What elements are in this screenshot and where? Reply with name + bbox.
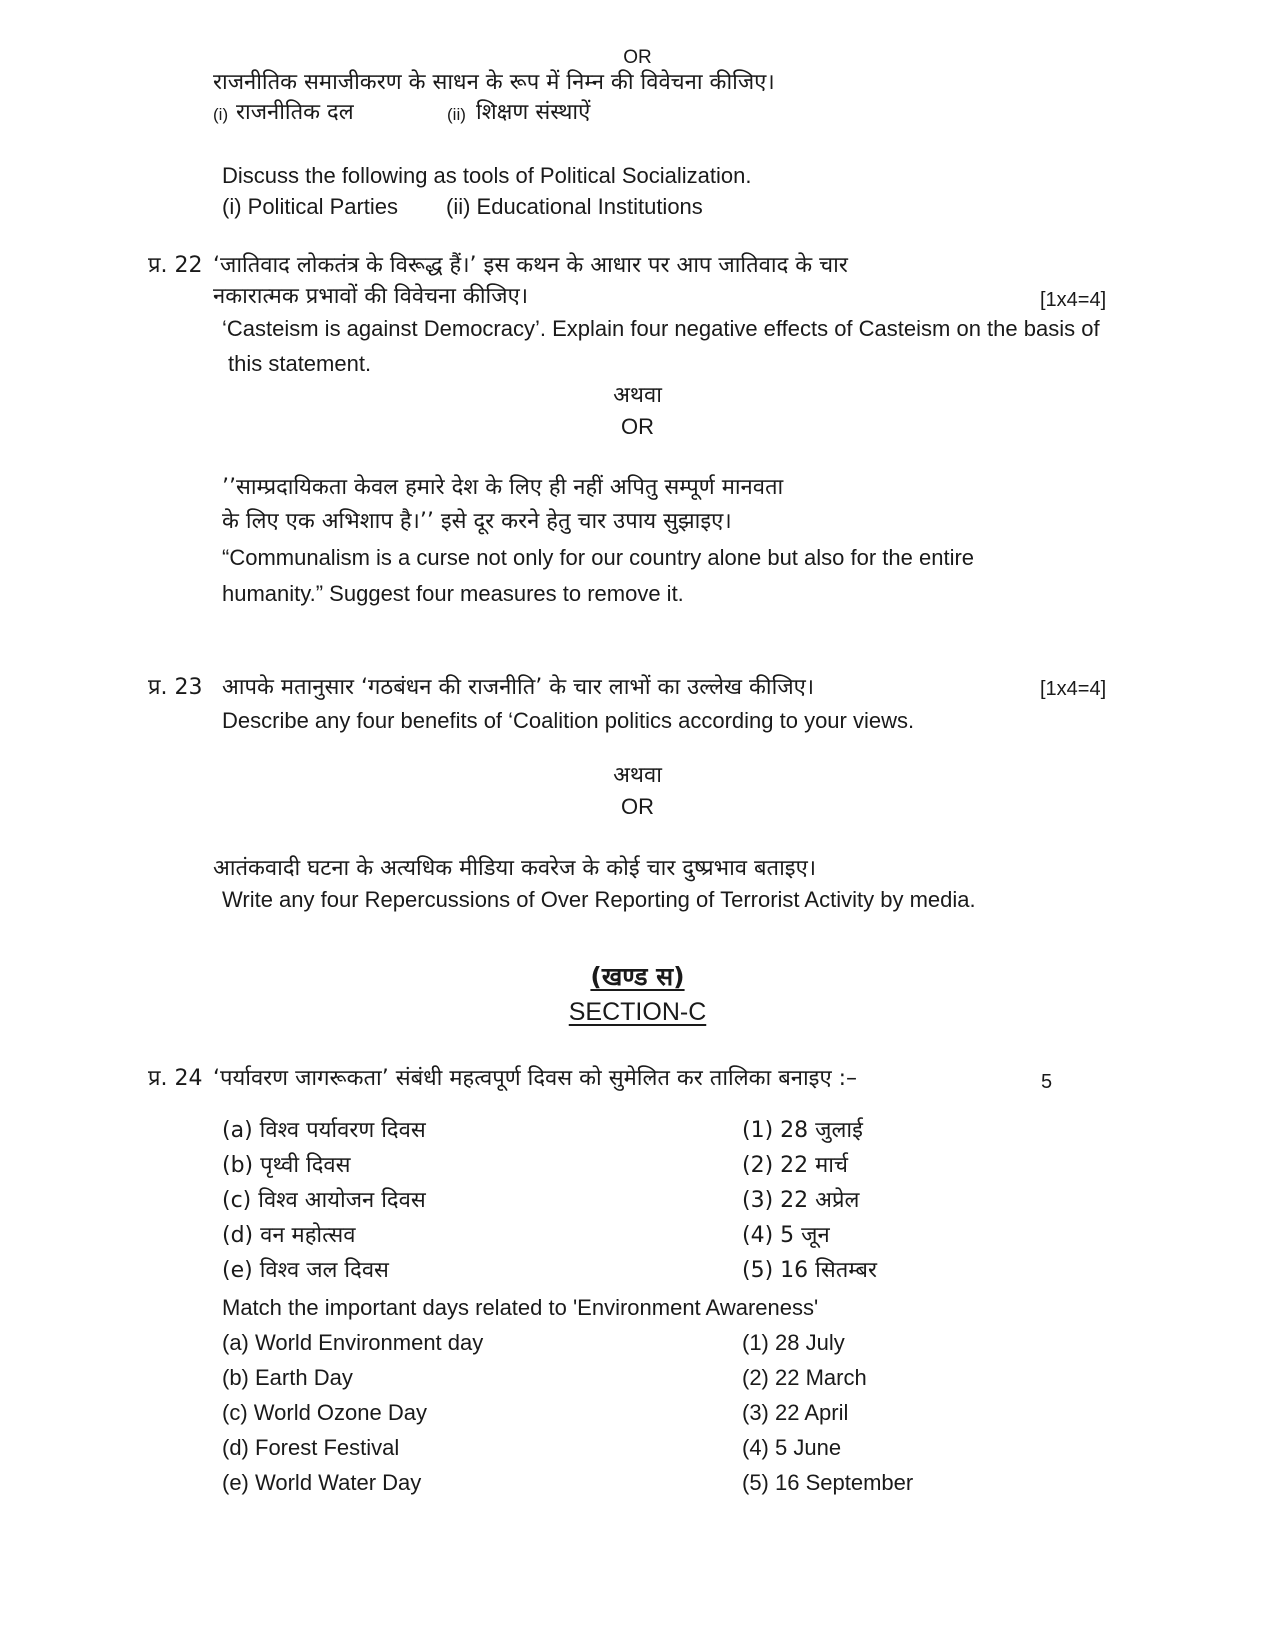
- q23-english: Describe any four benefits of ‘Coalition politics according to your views.: [222, 708, 915, 733]
- q22-hindi-line2: नकारात्मक प्रभावों की विवेचना कीजिए।: [213, 284, 529, 309]
- match-english-left-e: (e) World Water Day: [222, 1470, 422, 1495]
- match-hindi-left-e: (e) विश्व जल दिवस: [222, 1258, 389, 1283]
- q24-number: प्र. 24: [148, 1066, 203, 1091]
- section-heading-hindi: (खण्ड स): [590, 962, 685, 991]
- q24-marks: 5: [1041, 1071, 1053, 1093]
- match-hindi-left-d: (d) वन महोत्सव: [222, 1223, 356, 1248]
- q23-athva: अथवा: [613, 763, 662, 788]
- q23-marks: [1x4=4]: [1040, 678, 1107, 700]
- q22-or-english-line2: humanity.” Suggest four measures to remove it.: [222, 581, 684, 606]
- match-english-left-d: (d) Forest Festival: [222, 1435, 400, 1460]
- q22-marks: [1x4=4]: [1040, 289, 1107, 311]
- q23-number: प्र. 23: [148, 675, 203, 700]
- q24-english: Match the important days related to 'Environment Awareness': [222, 1295, 819, 1320]
- match-hindi-right-3: (3) 22 अप्रेल: [742, 1188, 860, 1213]
- q21-or-hindi-opt1: राजनीतिक दल: [236, 100, 354, 125]
- match-hindi-right-2: (2) 22 मार्च: [742, 1153, 848, 1178]
- q21-or-english-opt1: (i) Political Parties: [222, 194, 399, 219]
- match-english-right-4: (4) 5 June: [742, 1435, 842, 1460]
- match-english-left-c: (c) World Ozone Day: [222, 1400, 427, 1425]
- match-english-right-3: (3) 22 April: [742, 1400, 849, 1425]
- q22-or-hindi-line1: ’’साम्प्रदायिकता केवल हमारे देश के लिए ही नहीं अपितु सम्पूर्ण मानवता: [222, 475, 784, 500]
- or-label: OR: [623, 47, 652, 68]
- q22-or-hindi-line2: के लिए एक अभिशाप है।’’ इसे दूर करने हेतु चार उपाय सुझाइए।: [222, 509, 732, 534]
- q21-or-english-opt2: (ii) Educational Institutions: [446, 194, 703, 219]
- match-english-right-5: (5) 16 September: [742, 1470, 914, 1495]
- q21-or-hindi-opt2: शिक्षण संस्थाऐं: [476, 100, 591, 125]
- q22-number: प्र. 22: [148, 253, 203, 278]
- section-heading-english: SECTION-C: [568, 998, 707, 1026]
- match-english-right-2: (2) 22 March: [742, 1365, 867, 1390]
- q22-athva: अथवा: [613, 383, 662, 408]
- match-hindi-left-c: (c) विश्व आयोजन दिवस: [222, 1188, 426, 1213]
- match-hindi-left-b: (b) पृथ्वी दिवस: [222, 1153, 351, 1178]
- match-hindi-right-1: (1) 28 जुलाई: [742, 1118, 863, 1143]
- q23-hindi: आपके मतानुसार ‘गठबंधन की राजनीति’ के चार लाभों का उल्लेख कीजिए।: [222, 675, 815, 700]
- q23-or-hindi: आतंकवादी घटना के अत्यधिक मीडिया कवरेज के कोई चार दुष्प्रभाव बताइए।: [213, 856, 817, 881]
- match-english-right-1: (1) 28 July: [742, 1330, 845, 1355]
- q22-or: OR: [621, 414, 654, 439]
- match-hindi-left-a: (a) विश्व पर्यावरण दिवस: [222, 1118, 426, 1143]
- match-hindi-right-5: (5) 16 सितम्बर: [742, 1258, 877, 1283]
- match-hindi-right-4: (4) 5 जून: [742, 1223, 830, 1248]
- match-english-left-b: (b) Earth Day: [222, 1365, 353, 1390]
- q21-or-hindi-opt2-num: (ii): [447, 105, 466, 124]
- q21-or-english: Discuss the following as tools of Political Socialization.: [222, 163, 752, 188]
- q23-or-english: Write any four Repercussions of Over Reporting of Terrorist Activity by media.: [222, 887, 976, 912]
- match-english-left-a: (a) World Environment day: [222, 1330, 484, 1355]
- q22-hindi-line1: ‘जातिवाद लोकतंत्र के विरूद्ध हैं।’ इस कथन के आधार पर आप जातिवाद के चार: [213, 253, 848, 278]
- q22-or-english-line1: “Communalism is a curse not only for our country alone but also for the entire: [222, 545, 975, 570]
- q24-hindi: ‘पर्यावरण जागरूकता’ संबंधी महत्वपूर्ण दिवस को सुमेलित कर तालिका बनाइए :–: [213, 1066, 858, 1091]
- q21-or-hindi-opt1-num: (i): [213, 105, 229, 124]
- q22-english-line1: ‘Casteism is against Democracy’. Explain four negative effects of Casteism on the basis of: [222, 316, 1100, 341]
- q22-english-line2: this statement.: [228, 351, 372, 376]
- q23-or: OR: [621, 794, 654, 819]
- q21-or-hindi: राजनीतिक समाजीकरण के साधन के रूप में निम्न की विवेचना कीजिए।: [213, 70, 775, 95]
